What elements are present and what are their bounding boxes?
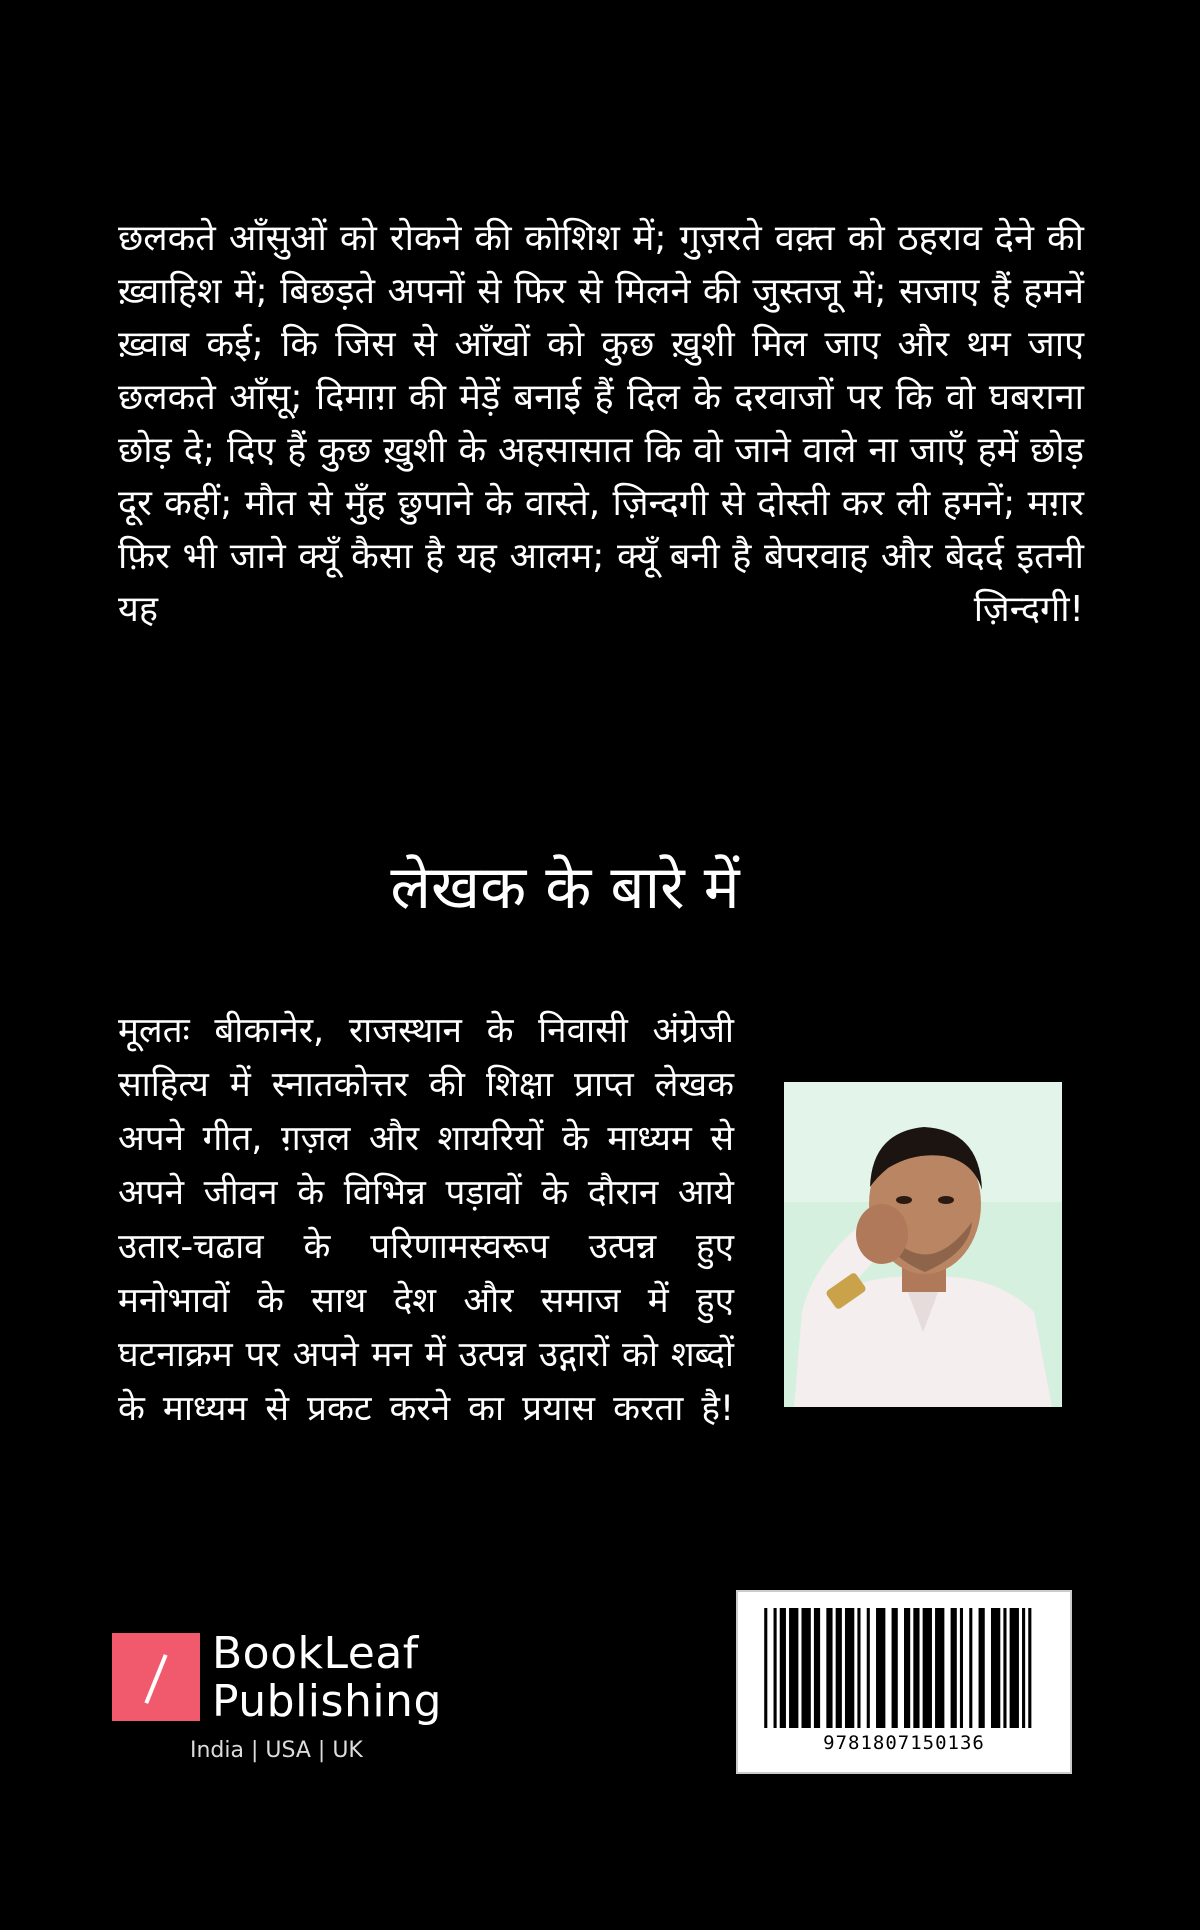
- barcode-bar: [969, 1608, 972, 1728]
- publisher-name-line2: Publishing: [212, 1676, 442, 1727]
- publisher-regions: India | USA | UK: [190, 1738, 363, 1763]
- publisher-logo-mark: [112, 1633, 200, 1721]
- author-photo: [784, 1082, 1062, 1407]
- barcode-bar: [892, 1608, 898, 1728]
- author-portrait-image: [784, 1082, 1062, 1407]
- barcode-bar: [979, 1608, 985, 1728]
- barcode-bar: [774, 1608, 777, 1728]
- publisher-logo: [112, 1630, 472, 1770]
- barcode-bar: [836, 1608, 842, 1728]
- author-bio: मूलतः बीकानेर, राजस्थान के निवासी अंग्रेजी साहित्य में स्नातकोत्तर की शिक्षा प्राप्त लेखक अपने गीत, ग़ज़ल और शायरियों के माध्यम से अपने जीवन के विभिन्न पड़ावों के दौरान आये उतार-चढाव के परिणामस्वरूप उत्पन्न हुए मनोभावों के साथ देश और समाज में हुए घटनाक्रम पर अपने मन में उत्पन्न उद्गारों को शब्दों के माध्यम से प्रकट करने का प्रयास करता है!: [118, 1011, 734, 1429]
- logo-slash-icon: [144, 1654, 167, 1704]
- barcode-bar: [935, 1608, 944, 1728]
- barcode-bar: [814, 1608, 820, 1728]
- barcode-bar: [1022, 1608, 1025, 1728]
- barcode-bars: [758, 1608, 1050, 1728]
- barcode-bar: [764, 1608, 767, 1728]
- barcode-bar: [1003, 1608, 1006, 1728]
- barcode-bar: [991, 1608, 1000, 1728]
- barcode-bar: [1010, 1608, 1019, 1728]
- barcode-bar: [857, 1608, 860, 1728]
- barcode-bar: [826, 1608, 832, 1728]
- barcode-bar: [780, 1608, 786, 1728]
- isbn-barcode: [736, 1590, 1072, 1774]
- barcode-bar: [1028, 1608, 1031, 1728]
- about-author-heading: लेखक के बारे में: [390, 853, 740, 923]
- back-cover-blurb: छलकते आँसुओं को रोकने की कोशिश में; गुज़रते वक़्त को ठहराव देने की ख़्वाहिश में; बिछड़ते अपनों से फिर से मिलने की जुस्तजू में; सजाए हैं हमनें ख़्वाब कई; कि जिस से आँखों को कुछ ख़ुशी मिल जाए और थम जाए छलकते आँसू; दिमाग़ की मेड़ें बनाई हैं दिल के दरवाजों पर कि वो घबराना छोड़ दे; दिए हैं कुछ ख़ुशी के अहसासात कि वो जाने वाले ना जाएँ हमें छोड़ दूर कहीं; मौत से मुँह छुपाने के वास्ते, ज़िन्दगी से दोस्ती कर ली हमनें; मग़र फ़िर भी जाने क्यूँ कैसा है यह आलम; क्यूँ बनी है बेपरवाह और बेदर्द इतनी यह ज़िन्दगी!: [118, 218, 1084, 630]
- publisher-name-line1: BookLeaf: [212, 1628, 419, 1679]
- barcode-bar: [904, 1608, 910, 1728]
- barcode-bar: [801, 1608, 810, 1728]
- barcode-bar: [923, 1608, 932, 1728]
- barcode-bar: [951, 1608, 957, 1728]
- barcode-bar: [876, 1608, 885, 1728]
- barcode-bar: [960, 1608, 963, 1728]
- barcode-bar: [913, 1608, 919, 1728]
- barcode-bar: [845, 1608, 854, 1728]
- isbn-number: 9781807150136: [823, 1732, 985, 1754]
- barcode-bar: [867, 1608, 870, 1728]
- barcode-bar: [789, 1608, 798, 1728]
